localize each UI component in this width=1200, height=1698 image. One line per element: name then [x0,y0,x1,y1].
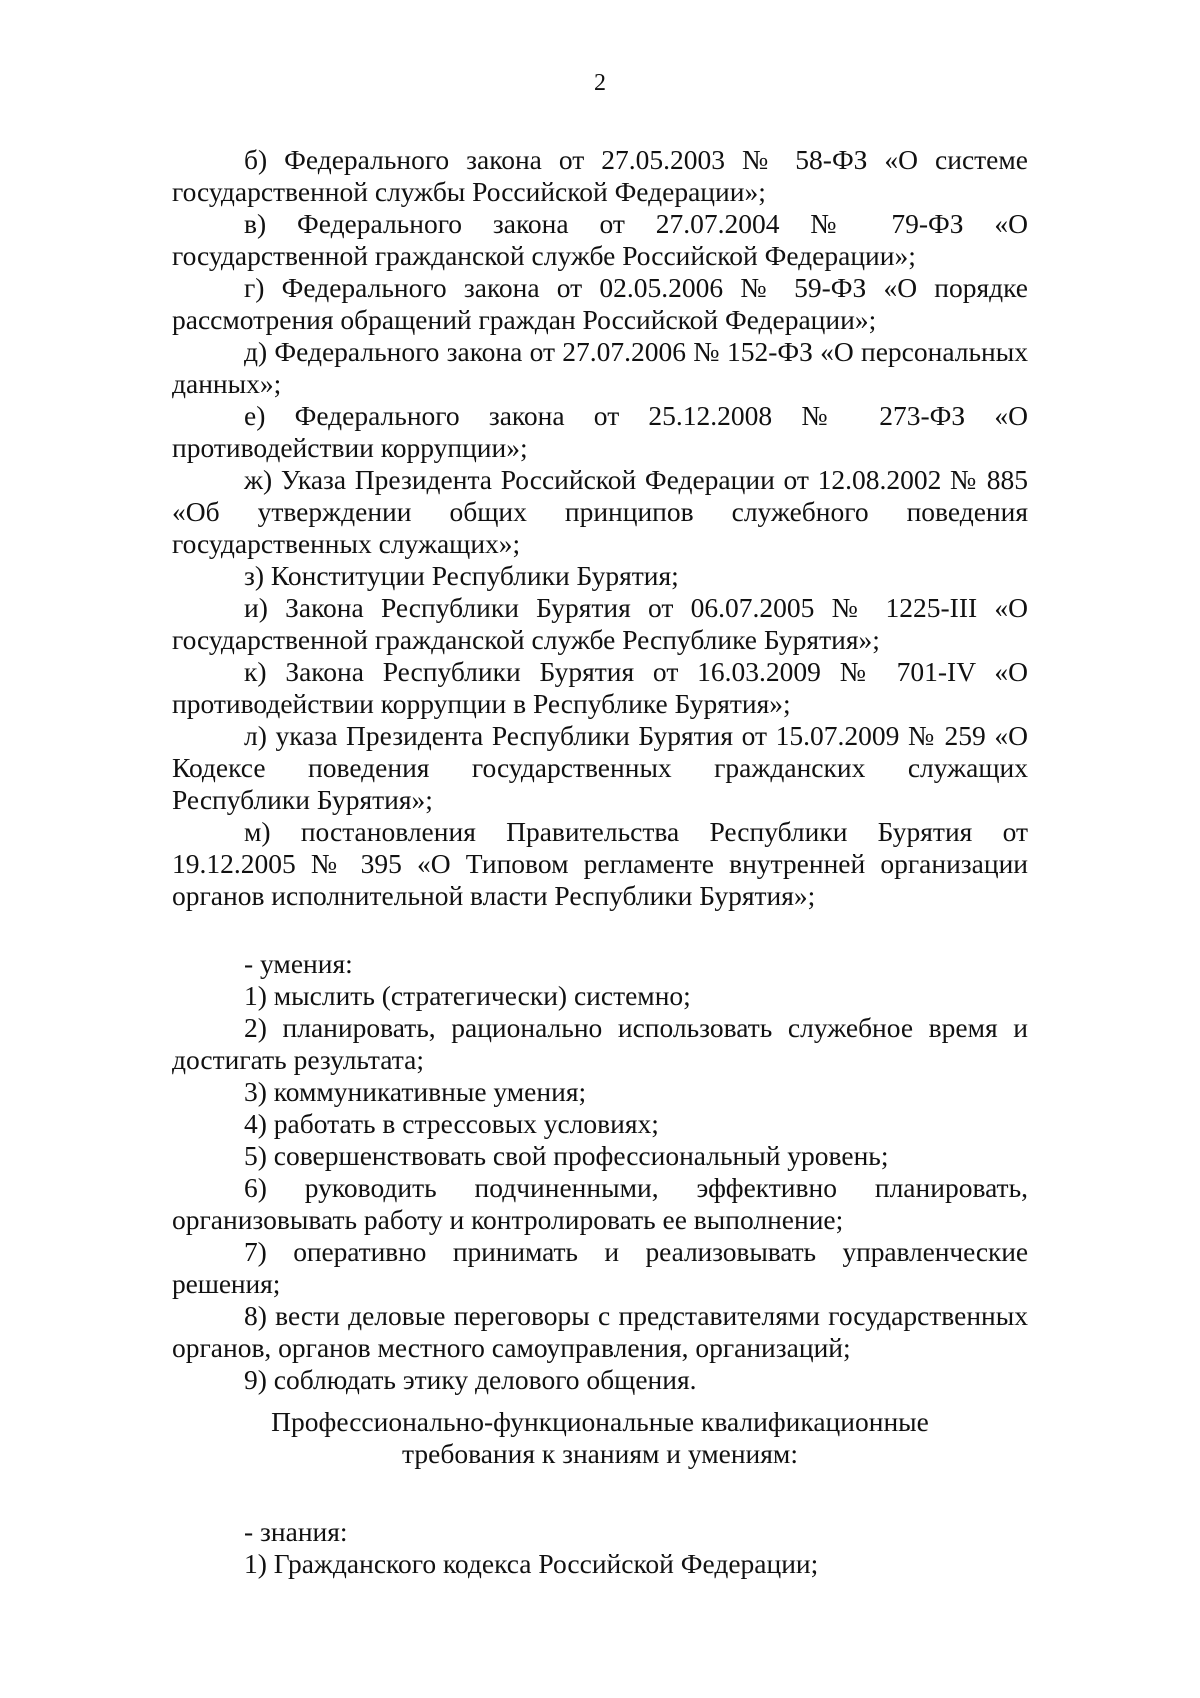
page-number: 2 [594,70,606,96]
skill-item: 4) работать в стрессовых условиях; [244,1108,659,1139]
law-item: ж) Указа Президента Российской Федерации от 12.08.2002 № 885 «Об утверждении общих принципов служебного поведения государственных служащих»; [172,464,1028,559]
law-item: м) постановления Правительства Республики Бурятия от 19.12.2005 № 395 «О Типовом регламенте внутренней организации органов исполнительной власти Республики Бурятия»; [172,816,1028,911]
knowledge-label: - знания: [244,1516,348,1547]
law-item: б) Федерального закона от 27.05.2003 № 58-ФЗ «О системе государственной службы Российской Федерации»; [172,144,1028,207]
section-heading [0,1406,1200,1470]
skill-item: 7) оперативно принимать и реализовывать управленческие решения; [172,1236,1028,1299]
skill-item: 1) мыслить (стратегически) системно; [244,980,691,1011]
skill-item: 3) коммуникативные умения; [244,1076,587,1107]
section-heading-line-2: требования к знаниям и умениям: [402,1438,798,1469]
law-item: к) Закона Республики Бурятия от 16.03.2009 № 701-IV «О противодействии коррупции в Республике Бурятия»; [172,656,1028,719]
law-item: е) Федерального закона от 25.12.2008 № 273-ФЗ «О противодействии коррупции»; [172,400,1028,463]
law-item: в) Федерального закона от 27.07.2004 № 79-ФЗ «О государственной гражданской службе Российской Федерации»; [172,208,1028,271]
laws-list [172,144,1028,912]
skill-item: 5) совершенствовать свой профессиональный уровень; [244,1140,889,1171]
skill-item: 9) соблюдать этику делового общения. [244,1364,697,1395]
law-item: д) Федерального закона от 27.07.2006 № 152-ФЗ «О персональных данных»; [172,336,1028,399]
section-heading-line-1: Профессионально-функциональные квалификационные [271,1406,929,1437]
law-item: з) Конституции Республики Бурятия; [244,560,679,591]
law-item: г) Федерального закона от 02.05.2006 № 59-ФЗ «О порядке рассмотрения обращений граждан Российской Федерации»; [172,272,1028,335]
knowledge-section [172,1516,1028,1580]
law-item: л) указа Президента Республики Бурятия от 15.07.2009 № 259 «О Кодексе поведения государственных гражданских служащих Республики Бурятия»; [172,720,1028,815]
skill-item: 8) вести деловые переговоры с представителями государственных органов, органов местного самоуправления, организаций; [172,1300,1028,1363]
skill-item: 2) планировать, рационально использовать служебное время и достигать результата; [172,1012,1028,1075]
law-item: и) Закона Республики Бурятия от 06.07.2005 № 1225-III «О государственной гражданской службе Республике Бурятия»; [172,592,1028,655]
skills-section [172,948,1028,1396]
skills-label: - умения: [244,948,353,979]
skill-item: 6) руководить подчиненными, эффективно планировать, организовывать работу и контролировать ее выполнение; [172,1172,1028,1235]
knowledge-item: 1) Гражданского кодекса Российской Федерации; [244,1548,819,1579]
